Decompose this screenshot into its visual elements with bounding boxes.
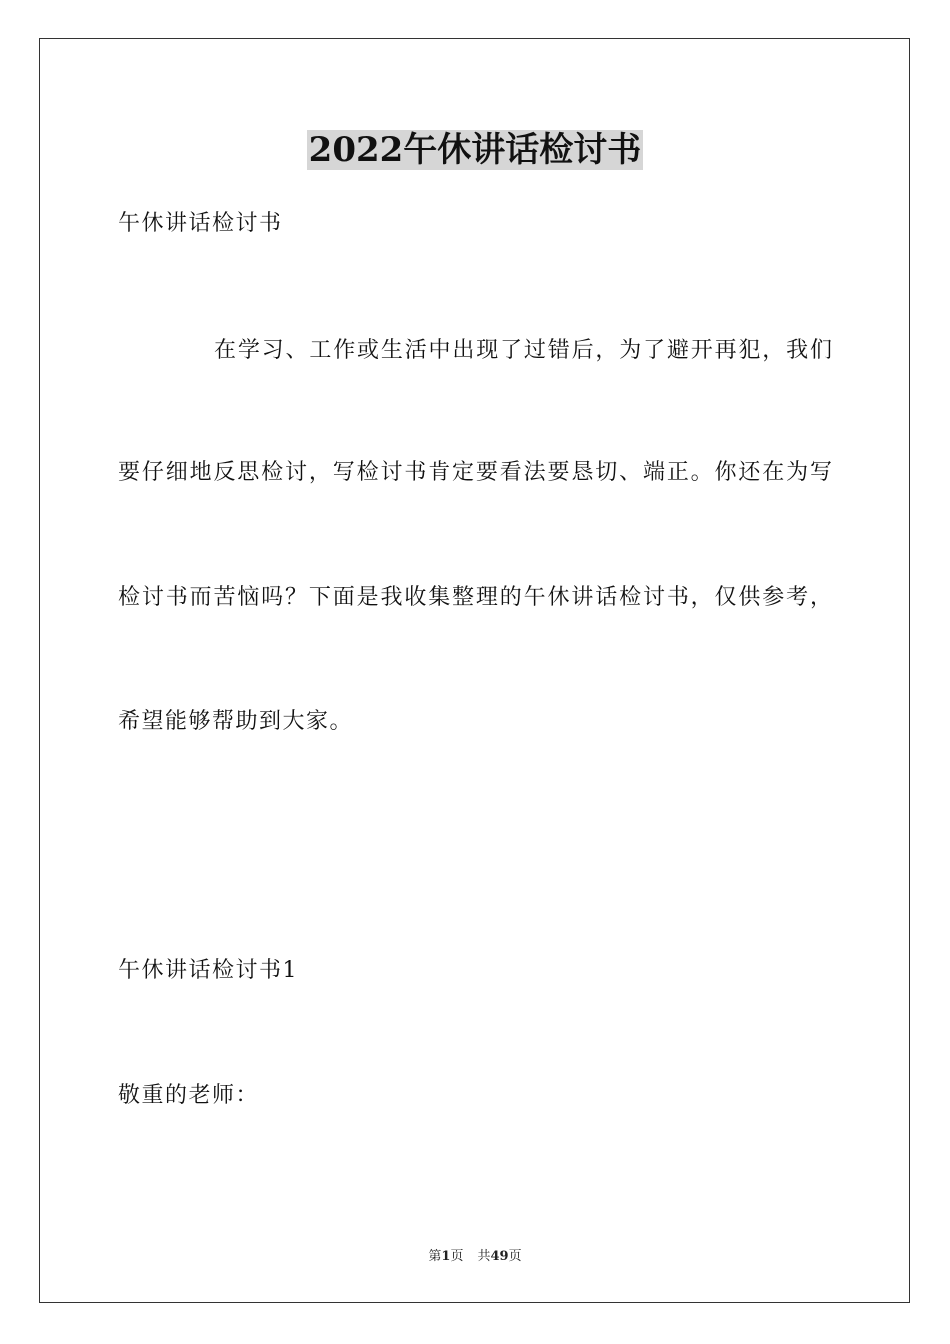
paragraph-line-3: 检讨书而苦恼吗？下面是我收集整理的午休讲话检讨书，仅供参考，: [118, 585, 832, 610]
paragraph-line-2: 要仔细地反思检讨，写检讨书肯定要看法要恳切、端正。你还在为写: [118, 460, 832, 485]
document-subtitle: 午休讲话检讨书: [118, 211, 283, 236]
footer-page-number: 1: [441, 1249, 451, 1264]
paragraph-line-1: 在学习、工作或生活中出现了过错后，为了避开再犯，我们: [214, 338, 832, 363]
footer-total-prefix: 共: [477, 1249, 491, 1264]
document-title: [0, 128, 950, 172]
footer-page-suffix: 页: [450, 1249, 464, 1264]
footer-total-pages: 49: [490, 1249, 509, 1264]
section-heading: 午休讲话检讨书1: [118, 958, 298, 983]
paragraph-line-4: 希望能够帮助到大家。: [118, 709, 354, 734]
page-footer: [0, 1248, 950, 1266]
document-title-text: 2022午休讲话检讨书: [308, 130, 642, 170]
footer-page-prefix: 第: [428, 1249, 442, 1264]
footer-total-suffix: 页: [508, 1249, 522, 1264]
salutation: 敬重的老师：: [118, 1083, 260, 1108]
